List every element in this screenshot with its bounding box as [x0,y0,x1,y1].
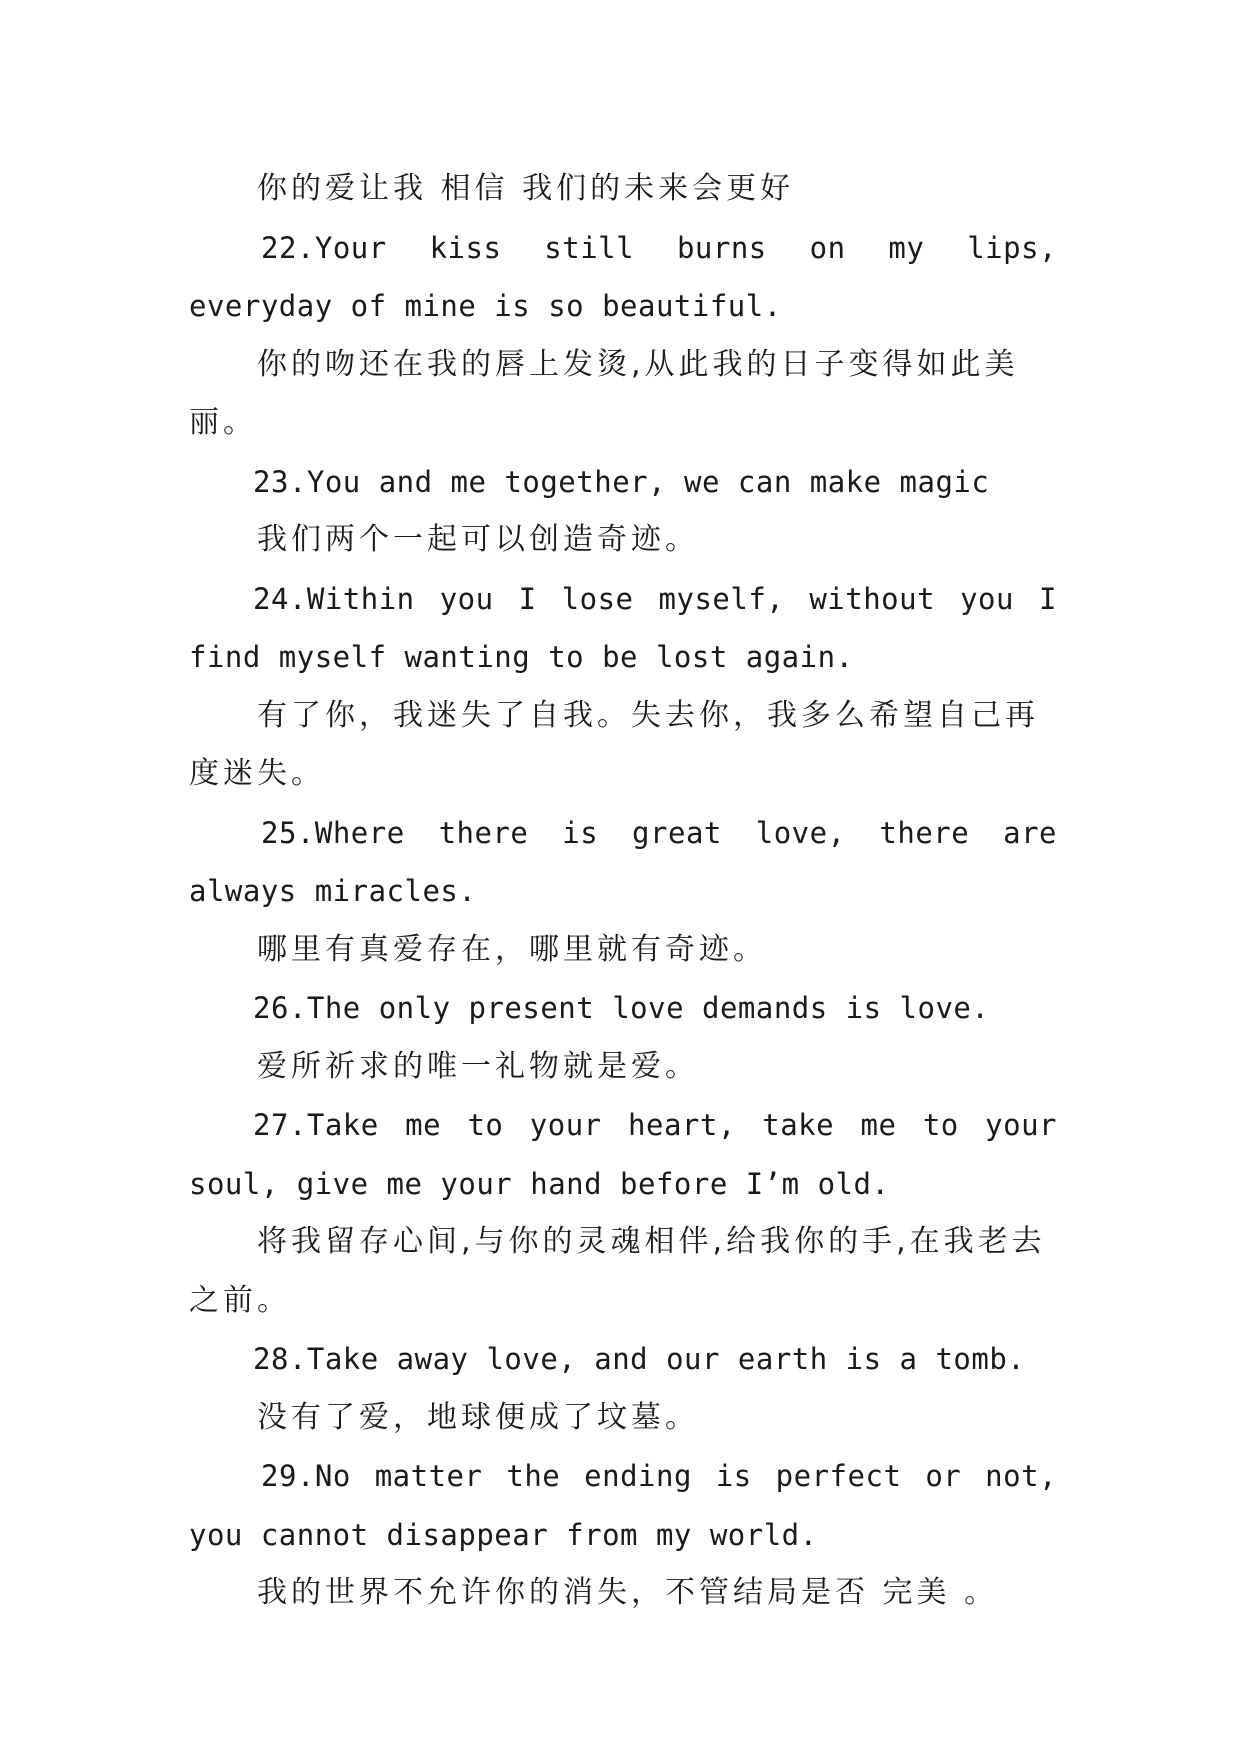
translation-line-29: 我的世界不允许你的消失，不管结局是否 完美 。 [257,1575,999,1610]
document-body [189,160,1057,1623]
quote-line-23: 23.You and me together, we can make magic [253,464,990,499]
quote-line-24: 24.Within you I lose myself, without you I find myself wanting to be lost again. [189,581,1057,674]
translation-line-27: 将我留存心间,与你的灵魂相伴,给我你的手,在我老去之前。 [189,1224,1046,1318]
quote-line-29: 29.No matter the ending is perfect or not, you cannot disappear from my world. [189,1459,1057,1552]
quote-line-25: 25.Where there is great love, there are always miracles. [189,815,1057,908]
translation-line: 你的爱让我 相信 我们的未来会更好 [257,171,795,206]
translation-line-25: 哪里有真爱存在，哪里就有奇迹。 [257,931,767,967]
quote-line-27: 27.Take me to your heart, take me to your soul, give me your hand before I’m old. [189,1108,1057,1201]
translation-line-22: 你的吻还在我的唇上发烫,从此我的日子变得如此美丽。 [189,346,1019,440]
translation-line-23: 我们两个一起可以创造奇迹。 [257,522,699,557]
quote-line-22: 22.Your kiss still burns on my lips, everyday of mine is so beautiful. [189,230,1057,323]
translation-line-26: 爱所祈求的唯一礼物就是爱。 [257,1048,699,1084]
translation-line-24: 有了你，我迷失了自我。失去你，我多么希望自己再度迷失。 [189,697,1039,791]
quote-line-28: 28.Take away love, and our earth is a tomb. [253,1342,1026,1376]
quote-line-26: 26.The only present love demands is love. [253,991,990,1025]
translation-line-28: 没有了爱，地球便成了坟墓。 [257,1399,699,1435]
